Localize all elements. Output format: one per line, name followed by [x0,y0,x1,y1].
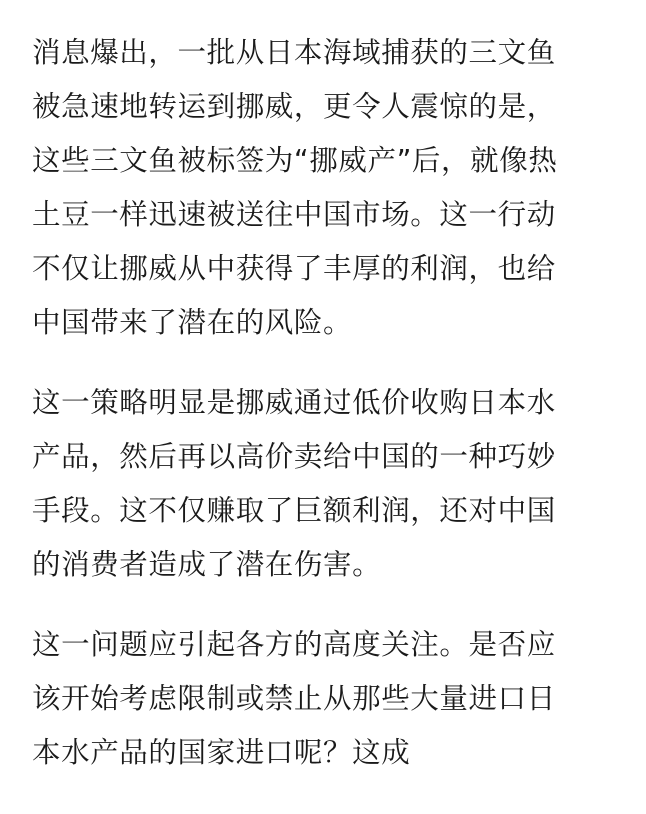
text-line: 不仅让挪威从中获得了丰厚的利润，也给 [32,252,556,285]
text-line: 手段。这不仅赚取了巨额利润，还对中国 [32,494,556,527]
paragraph-1 [32,26,620,350]
text-line: 这些三文鱼被标签为“挪威产”后，就像热 [32,144,558,177]
text-line: 产品，然后再以高价卖给中国的一种巧妙 [32,440,556,473]
bottom-cutoff-overlay [0,790,646,814]
text-line: 被急速地转运到挪威，更令人震惊的是， [32,90,556,123]
text-line: 的消费者造成了潜在伤害。 [32,548,382,581]
text-line: 土豆一样迅速被送往中国市场。这一行动 [32,198,556,231]
text-line: 这一策略明显是挪威通过低价收购日本水 [32,386,556,419]
text-line: 这一问题应引起各方的高度关注。是否应 [32,628,556,661]
paragraph-2 [32,376,620,592]
text-line: 该开始考虑限制或禁止从那些大量进口日 [32,682,556,715]
text-line: 中国带来了潜在的风险。 [32,306,353,339]
text-line: 消息爆出，一批从日本海域捕获的三文鱼 [32,36,556,69]
text-line: 本水产品的国家进口呢？这成 [32,736,411,769]
